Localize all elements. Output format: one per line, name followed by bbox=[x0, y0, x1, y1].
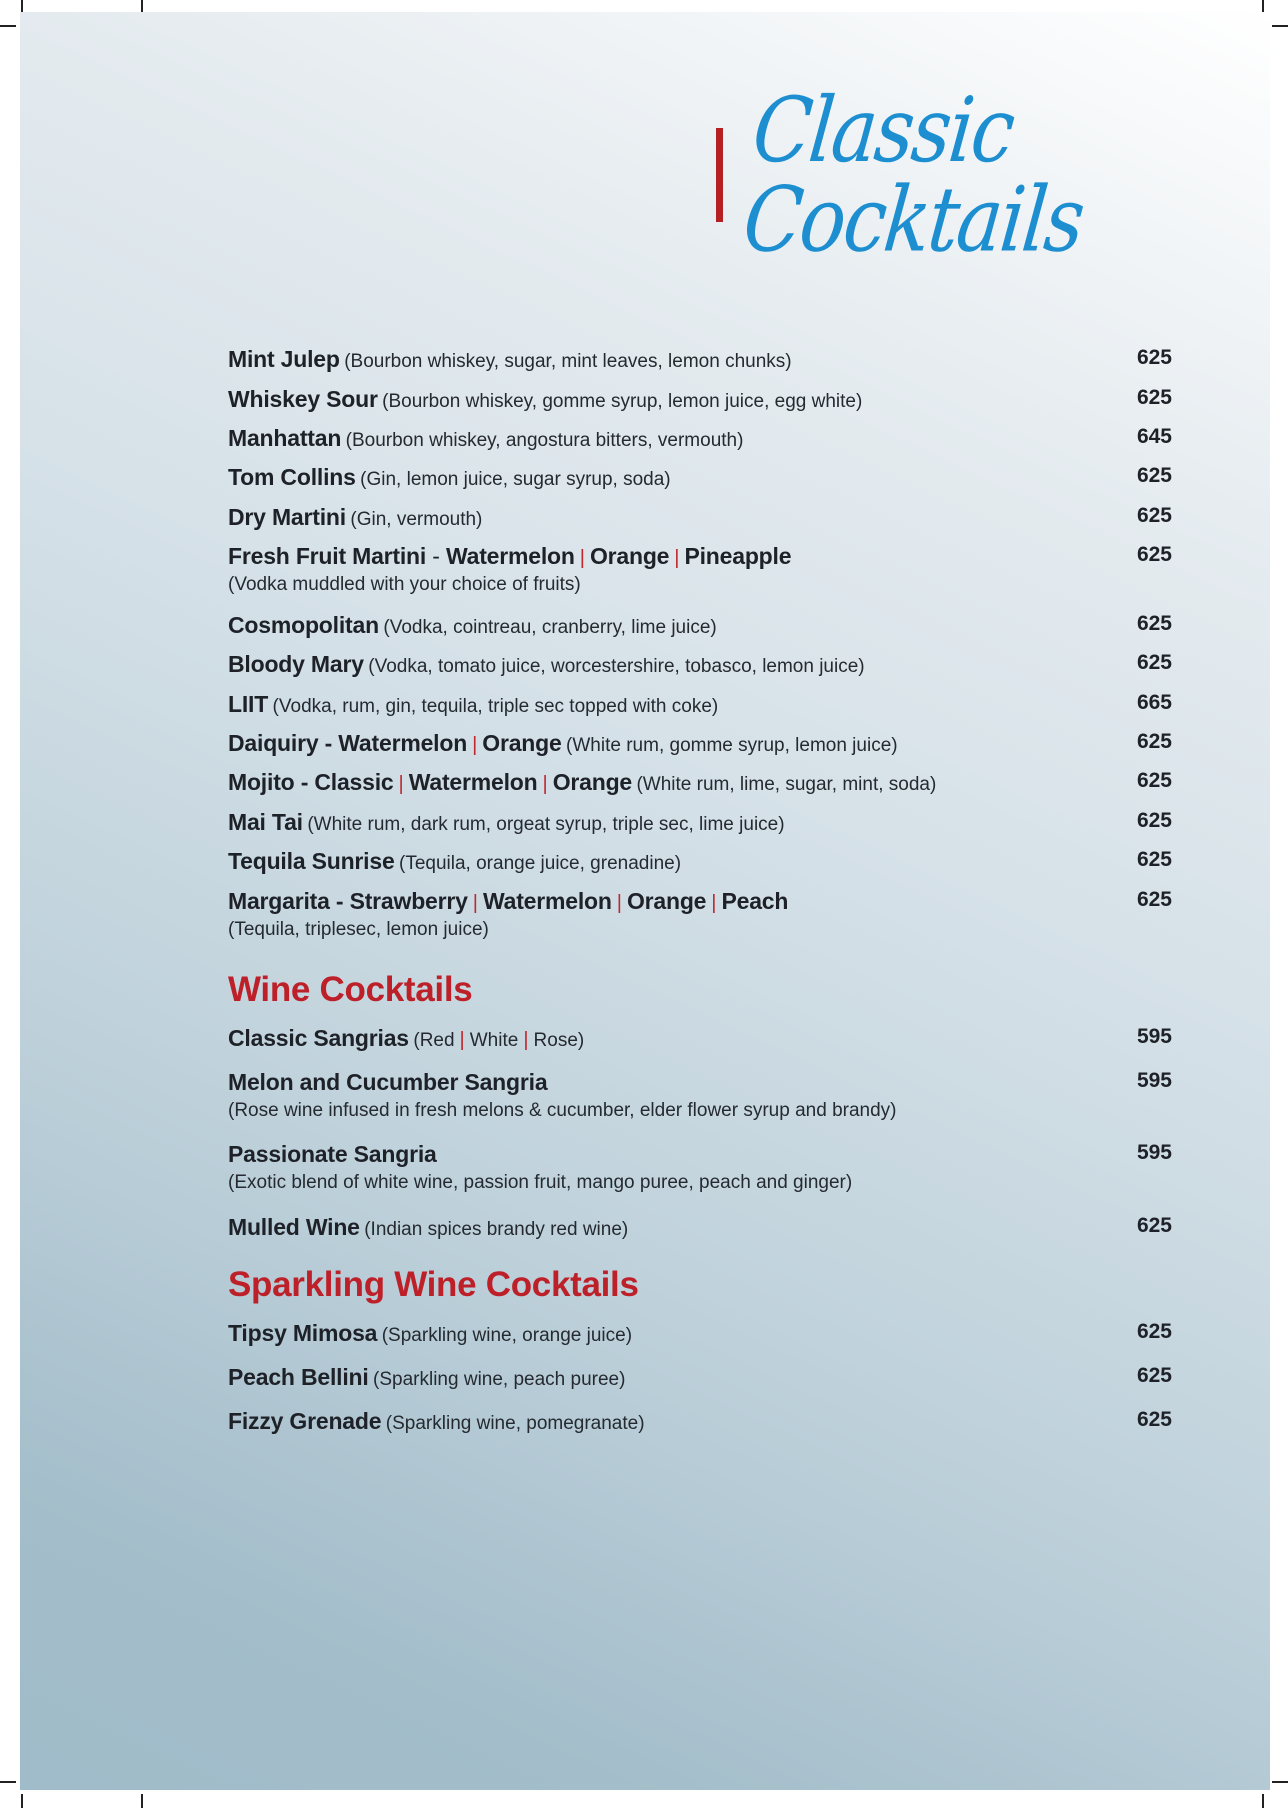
item-desc: (White rum, dark rum, orgeat syrup, triple sec, lime juice) bbox=[307, 814, 785, 835]
item-desc: (Rose wine infused in fresh melons & cucumber, elder flower syrup and brandy) bbox=[228, 1100, 897, 1121]
menu-item bbox=[228, 848, 1172, 875]
separator-bar: | bbox=[523, 1029, 529, 1051]
menu-item bbox=[228, 543, 1172, 596]
section-heading-wine: Wine Cocktails bbox=[228, 970, 473, 1009]
dash: - bbox=[426, 543, 446, 569]
item-name: Melon and Cucumber Sangria bbox=[228, 1069, 548, 1095]
variant: Orange bbox=[552, 769, 633, 795]
item-desc: (Vodka muddled with your choice of fruits) bbox=[228, 574, 581, 595]
page-title: Classic Cocktails bbox=[738, 77, 1088, 272]
item-price: 625 bbox=[1136, 809, 1172, 832]
item-desc: (White rum, lime, sugar, mint, soda) bbox=[636, 774, 937, 795]
dash: - bbox=[294, 769, 315, 795]
option: Red bbox=[419, 1030, 455, 1051]
item-price: 625 bbox=[1136, 769, 1172, 792]
item-price: 625 bbox=[1136, 1214, 1172, 1237]
item-price: 625 bbox=[1136, 1364, 1172, 1387]
menu-item bbox=[228, 386, 1172, 413]
item-name: Tipsy Mimosa bbox=[228, 1320, 378, 1346]
separator-bar: | bbox=[711, 892, 717, 914]
item-desc: (Gin, lemon juice, sugar syrup, soda) bbox=[360, 469, 671, 490]
menu-item bbox=[228, 425, 1172, 452]
menu-item bbox=[228, 464, 1172, 491]
separator-bar: | bbox=[472, 734, 478, 756]
item-name: Fizzy Grenade bbox=[228, 1408, 382, 1434]
menu-item bbox=[228, 769, 1172, 796]
separator-bar: | bbox=[542, 773, 548, 795]
variant: Strawberry bbox=[349, 888, 468, 914]
item-price: 625 bbox=[1136, 888, 1172, 911]
item-desc: (Sparkling wine, peach puree) bbox=[373, 1369, 626, 1390]
menu-item bbox=[228, 809, 1172, 836]
separator-bar: | bbox=[472, 892, 478, 914]
page-title-block bbox=[716, 77, 1288, 272]
title-accent-bar bbox=[716, 128, 723, 222]
item-desc: (Sparkling wine, orange juice) bbox=[381, 1325, 633, 1346]
item-name: Mint Julep bbox=[228, 346, 340, 372]
item-price: 595 bbox=[1136, 1141, 1172, 1164]
item-price: 625 bbox=[1136, 346, 1172, 369]
item-desc: (Vodka, rum, gin, tequila, triple sec topped with coke) bbox=[272, 696, 719, 717]
crop-mark bbox=[0, 25, 16, 27]
item-price: 625 bbox=[1136, 651, 1172, 674]
item-name: Manhattan bbox=[228, 425, 342, 451]
item-desc: (Indian spices brandy red wine) bbox=[364, 1219, 629, 1240]
variant: Peach bbox=[721, 888, 789, 914]
variant: Watermelon bbox=[445, 543, 575, 569]
crop-mark bbox=[1272, 1781, 1288, 1783]
variant: Orange bbox=[589, 543, 670, 569]
item-name: Mai Tai bbox=[228, 809, 303, 835]
separator-bar: | bbox=[674, 547, 680, 569]
item-price: 625 bbox=[1136, 543, 1172, 566]
item-name: Cosmopolitan bbox=[228, 612, 379, 638]
menu-item bbox=[228, 1141, 1172, 1194]
paren-open: ( bbox=[413, 1030, 420, 1051]
item-options bbox=[413, 1030, 584, 1051]
separator-bar: | bbox=[398, 773, 404, 795]
menu-item bbox=[228, 612, 1172, 639]
item-name: Dry Martini bbox=[228, 504, 346, 530]
crop-mark bbox=[21, 1794, 23, 1808]
menu-item bbox=[228, 1214, 1172, 1241]
item-price: 665 bbox=[1136, 691, 1172, 714]
item-name: Passionate Sangria bbox=[228, 1141, 437, 1167]
paren-close: ) bbox=[577, 1030, 585, 1051]
variant: Pineapple bbox=[684, 543, 792, 569]
item-name: Daiquiry bbox=[228, 730, 319, 756]
item-price: 625 bbox=[1136, 1320, 1172, 1343]
separator-bar: | bbox=[616, 892, 622, 914]
item-price: 625 bbox=[1136, 848, 1172, 871]
crop-mark bbox=[0, 1781, 16, 1783]
menu-item bbox=[228, 346, 1172, 373]
item-name: Mulled Wine bbox=[228, 1214, 360, 1240]
item-desc: (Tequila, triplesec, lemon juice) bbox=[228, 919, 489, 940]
item-price: 625 bbox=[1136, 464, 1172, 487]
item-desc: (Vodka, cointreau, cranberry, lime juice) bbox=[383, 617, 717, 638]
variant: Orange bbox=[626, 888, 707, 914]
menu-item bbox=[228, 504, 1172, 531]
item-name: Classic Sangrias bbox=[228, 1025, 409, 1051]
variant: Watermelon bbox=[338, 730, 468, 756]
item-desc: (Bourbon whiskey, angostura bitters, vermouth) bbox=[345, 430, 744, 451]
item-price: 625 bbox=[1136, 730, 1172, 753]
crop-mark bbox=[1272, 25, 1288, 27]
option: Rose bbox=[533, 1030, 578, 1051]
dash: - bbox=[318, 730, 339, 756]
menu-item bbox=[228, 1069, 1172, 1122]
item-desc: (Sparkling wine, pomegranate) bbox=[385, 1413, 645, 1434]
item-price: 595 bbox=[1136, 1025, 1172, 1048]
item-desc: (White rum, gomme syrup, lemon juice) bbox=[566, 735, 898, 756]
item-desc: (Vodka, tomato juice, worcestershire, tobasco, lemon juice) bbox=[368, 656, 865, 677]
item-name: Bloody Mary bbox=[228, 651, 364, 677]
item-price: 625 bbox=[1136, 504, 1172, 527]
item-price: 625 bbox=[1136, 1408, 1172, 1431]
variant: Orange bbox=[482, 730, 562, 756]
variant: Watermelon bbox=[482, 888, 612, 914]
item-name: Tom Collins bbox=[228, 464, 356, 490]
menu-item bbox=[228, 691, 1172, 718]
item-desc: (Bourbon whiskey, gomme syrup, lemon juice, egg white) bbox=[382, 391, 863, 412]
crop-mark bbox=[1262, 1794, 1264, 1808]
dash: - bbox=[329, 888, 350, 914]
separator-bar: | bbox=[579, 547, 585, 569]
menu-item bbox=[228, 1320, 1172, 1347]
menu-item bbox=[228, 1025, 1172, 1052]
item-name: Mojito bbox=[228, 769, 295, 795]
option: White bbox=[469, 1030, 519, 1051]
menu-item bbox=[228, 888, 1172, 941]
menu-item bbox=[228, 1364, 1172, 1391]
item-price: 625 bbox=[1136, 386, 1172, 409]
item-name: LIIT bbox=[228, 691, 269, 717]
item-desc: (Bourbon whiskey, sugar, mint leaves, lemon chunks) bbox=[344, 351, 792, 372]
menu-item bbox=[228, 730, 1172, 757]
item-name: Tequila Sunrise bbox=[228, 848, 395, 874]
separator-bar: | bbox=[459, 1029, 465, 1051]
menu-item bbox=[228, 1408, 1172, 1435]
item-name: Whiskey Sour bbox=[228, 386, 378, 412]
variant: Classic bbox=[314, 769, 394, 795]
crop-mark bbox=[141, 1794, 143, 1808]
section-heading-sparkling: Sparkling Wine Cocktails bbox=[228, 1265, 639, 1304]
variant: Watermelon bbox=[408, 769, 538, 795]
item-desc: (Exotic blend of white wine, passion fruit, mango puree, peach and ginger) bbox=[228, 1172, 853, 1193]
menu-item bbox=[228, 651, 1172, 678]
item-name: Fresh Fruit Martini bbox=[228, 543, 427, 569]
item-desc: (Tequila, orange juice, grenadine) bbox=[399, 853, 682, 874]
item-price: 625 bbox=[1136, 612, 1172, 635]
item-price: 595 bbox=[1136, 1069, 1172, 1092]
item-desc: (Gin, vermouth) bbox=[350, 509, 483, 530]
item-name: Margarita bbox=[228, 888, 330, 914]
item-price: 645 bbox=[1136, 425, 1172, 448]
item-name: Peach Bellini bbox=[228, 1364, 369, 1390]
